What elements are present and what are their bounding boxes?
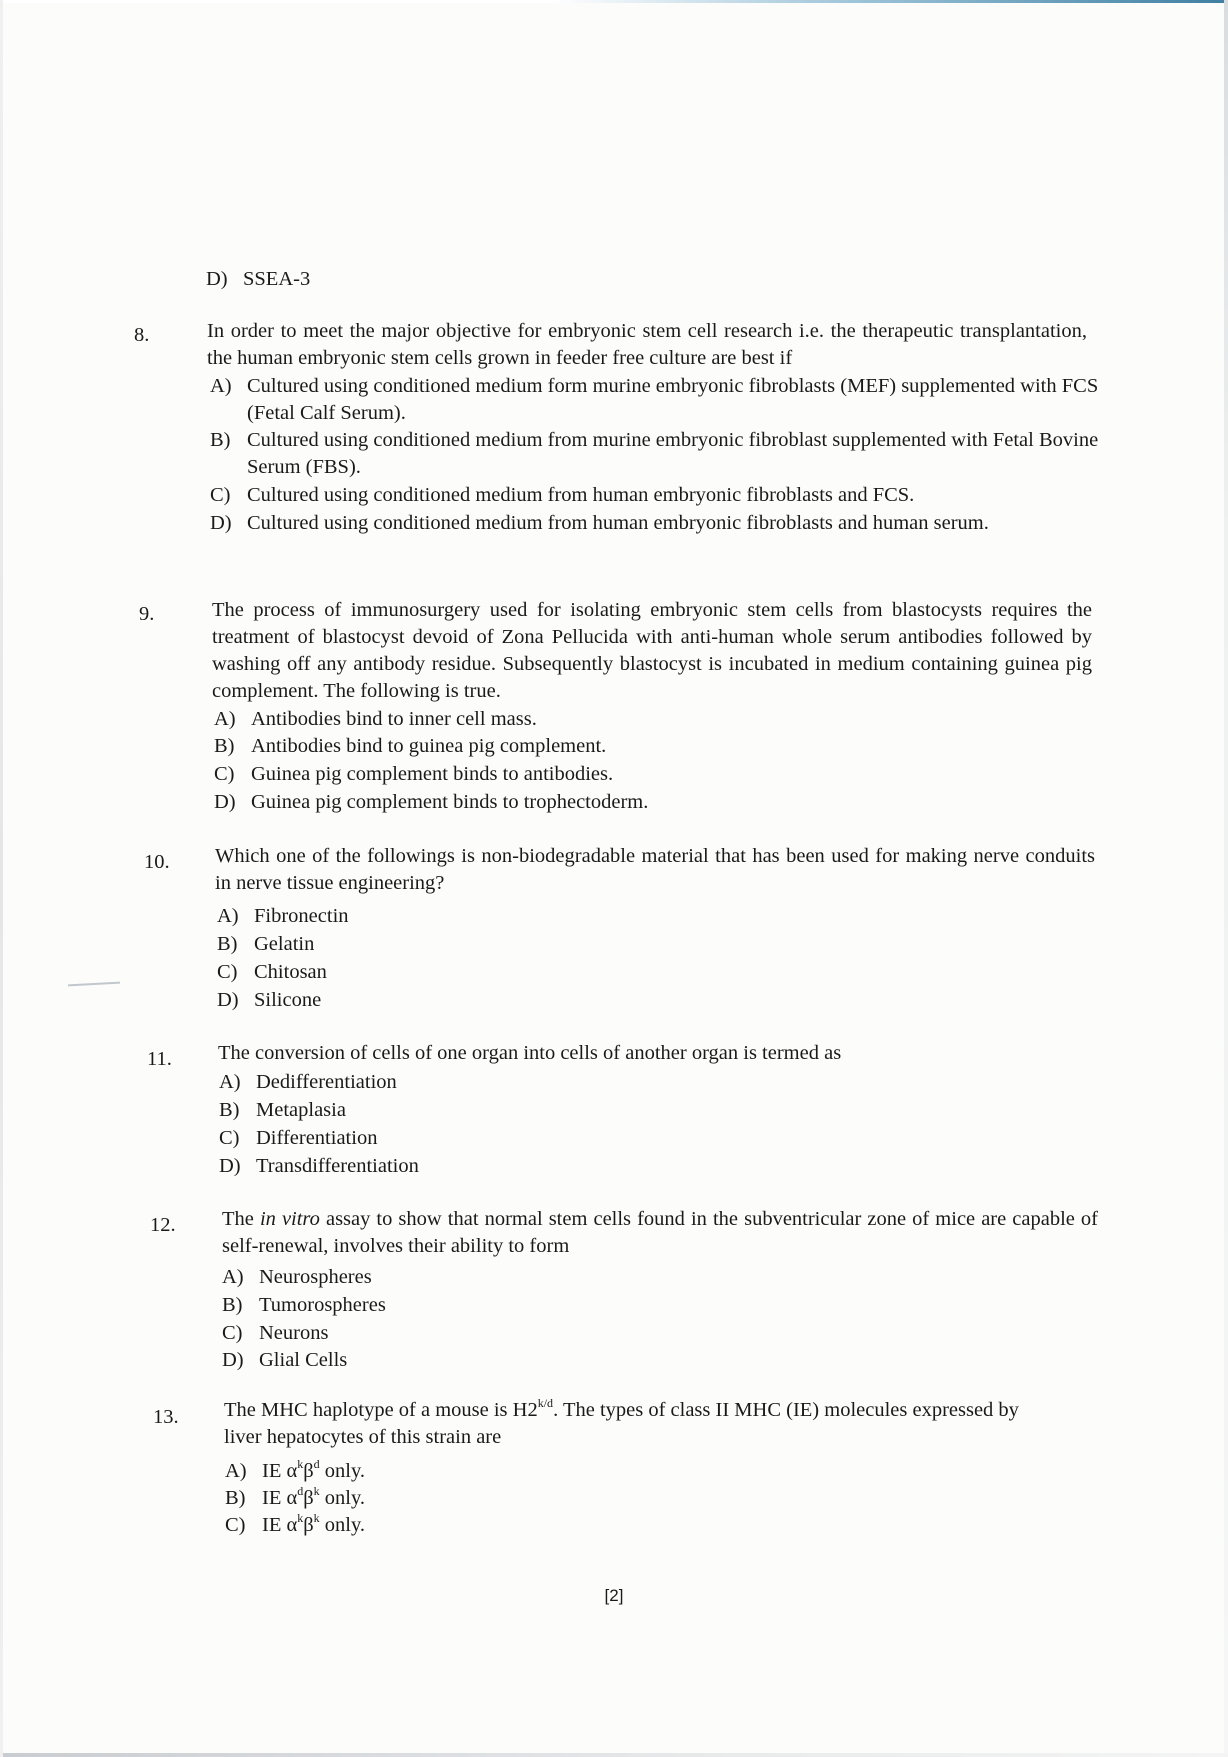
stem-suffix: assay to show that normal stem cells found in the subventricular zone of mice are capable of self-renewal, involves their ability to form xyxy=(222,1208,1099,1257)
option-letter: B) xyxy=(222,1294,243,1316)
option-letter: C) xyxy=(210,484,231,506)
option-text: Guinea pig complement binds to antibodies. xyxy=(251,763,614,785)
option-text: Glial Cells xyxy=(259,1349,348,1371)
question-option xyxy=(225,1458,365,1485)
stem-italic: in vitro xyxy=(259,1208,320,1230)
option-letter: A) xyxy=(217,905,239,927)
option-text: Transdifferentiation xyxy=(256,1155,419,1177)
option-letter: D) xyxy=(214,791,236,813)
question-number: 12. xyxy=(150,1214,176,1236)
question-option xyxy=(210,482,1127,509)
option-letter: C) xyxy=(222,1322,243,1344)
option-text: Neurons xyxy=(259,1322,329,1344)
option-text: Antibodies bind to inner cell mass. xyxy=(251,708,537,730)
option-letter: A) xyxy=(222,1266,244,1288)
question-option xyxy=(210,510,1117,537)
option-pre: IE α xyxy=(262,1460,298,1482)
option-sup-alpha: k xyxy=(297,1457,304,1471)
option-text: Tumorospheres xyxy=(259,1294,386,1316)
option-text: Metaplasia xyxy=(256,1099,346,1121)
option-beta: β xyxy=(303,1460,314,1482)
question-option xyxy=(219,1097,346,1124)
question-option xyxy=(210,427,1127,481)
option-letter: D) xyxy=(222,1349,244,1371)
stem-suffix: . The types of class II MHC (IE) molecules expressed by liver hepatocytes of this strain are xyxy=(224,1399,1019,1448)
option-letter: B) xyxy=(217,933,238,955)
question-option xyxy=(217,903,349,930)
option-text: SSEA-3 xyxy=(243,268,311,290)
option-letter: A) xyxy=(210,375,232,397)
option-text: Dedifferentiation xyxy=(256,1071,397,1093)
option-pre: IE α xyxy=(262,1487,298,1509)
option-letter: D) xyxy=(219,1155,241,1177)
option-sup-beta: d xyxy=(313,1457,320,1471)
option-text: Chitosan xyxy=(254,961,327,983)
question-option xyxy=(225,1512,365,1539)
question-option xyxy=(225,1485,365,1512)
question-stem: Which one of the followings is non-biodegradable material that has been used for making nerve conduits in nerve tissue engineering? xyxy=(215,845,1095,894)
stem-superscript: k/d xyxy=(537,1396,554,1410)
option-beta: β xyxy=(303,1514,314,1536)
question-stem: The conversion of cells of one organ into cells of another organ is termed as xyxy=(218,1042,842,1064)
option-letter: B) xyxy=(214,735,235,757)
stem-prefix: The xyxy=(222,1208,260,1230)
prev-question-option-d xyxy=(206,266,310,293)
option-text: Cultured using conditioned medium from murine embryonic fibroblast supplemented with Fetal Bovine Serum (FBS). xyxy=(247,429,1099,478)
option-text: Cultured using conditioned medium form murine embryonic fibroblasts (MEF) supplemented with FCS (Fetal Calf Serum). xyxy=(247,375,1099,424)
option-letter: B) xyxy=(225,1487,246,1509)
option-sup-alpha: k xyxy=(297,1511,304,1525)
question-option xyxy=(214,789,648,816)
option-text: Fibronectin xyxy=(254,905,349,927)
question-option xyxy=(214,761,613,788)
question-option xyxy=(217,959,327,986)
option-text: Guinea pig complement binds to trophectoderm. xyxy=(251,791,649,813)
question-option xyxy=(219,1069,397,1096)
scan-edge-bottom xyxy=(0,1753,1228,1757)
question-option xyxy=(217,987,321,1014)
question-option xyxy=(222,1264,372,1291)
option-post: only. xyxy=(319,1460,366,1482)
question-option xyxy=(214,706,537,733)
question-option xyxy=(222,1320,328,1347)
question-option xyxy=(214,733,606,760)
question-option xyxy=(210,373,1117,427)
option-letter: B) xyxy=(219,1099,240,1121)
option-letter: C) xyxy=(217,961,238,983)
option-letter: C) xyxy=(214,763,235,785)
option-text: Gelatin xyxy=(254,933,315,955)
question-option xyxy=(217,931,314,958)
pencil-mark xyxy=(68,982,120,987)
option-sup-beta: k xyxy=(313,1511,320,1525)
option-letter: C) xyxy=(225,1514,246,1536)
question-stem xyxy=(222,1206,1098,1260)
option-letter: C) xyxy=(219,1127,240,1149)
option-text: Differentiation xyxy=(256,1127,378,1149)
option-text: Silicone xyxy=(254,989,322,1011)
page-number: [2] xyxy=(604,1586,624,1605)
question-number: 11. xyxy=(147,1048,172,1070)
scan-edge-right xyxy=(1224,0,1228,1757)
option-letter: D) xyxy=(210,512,232,534)
question-stem xyxy=(224,1397,1044,1451)
option-sup-beta: k xyxy=(313,1484,320,1498)
question-stem: The process of immunosurgery used for isolating embryonic stem cells from blastocysts requires the treatment of blastocyst devoid of Zona Pellucida with anti-human whole serum antibodies followed by washing off any antibody residue. Subsequently blastocyst is incubated in medium containing guinea pig complement. The following is true. xyxy=(212,599,1092,702)
stem-prefix: The MHC haplotype of a mouse is H2 xyxy=(224,1399,538,1421)
question-number: 8. xyxy=(134,324,150,346)
option-sup-alpha: d xyxy=(297,1484,304,1498)
question-number: 13. xyxy=(153,1406,179,1428)
question-option xyxy=(222,1347,347,1374)
option-beta: β xyxy=(303,1487,314,1509)
option-letter: A) xyxy=(214,708,236,730)
option-text: Antibodies bind to guinea pig complement. xyxy=(251,735,607,757)
option-text: Neurospheres xyxy=(259,1266,372,1288)
question-stem: In order to meet the major objective for embryonic stem cell research i.e. the therapeutic transplantation, the human embryonic stem cells grown in feeder free culture are best if xyxy=(207,320,1087,369)
question-option xyxy=(219,1125,377,1152)
option-letter: B) xyxy=(210,429,231,451)
option-letter: A) xyxy=(219,1071,241,1093)
option-post: only. xyxy=(319,1514,366,1536)
question-option xyxy=(222,1292,386,1319)
option-letter: D) xyxy=(206,268,228,290)
option-pre: IE α xyxy=(262,1514,298,1536)
option-text: Cultured using conditioned medium from human embryonic fibroblasts and human serum. xyxy=(247,512,989,534)
option-letter: A) xyxy=(225,1460,247,1482)
option-letter: D) xyxy=(217,989,239,1011)
scan-edge-left xyxy=(0,0,3,1757)
scan-edge-top xyxy=(0,0,1228,3)
question-number: 10. xyxy=(144,851,170,873)
option-post: only. xyxy=(319,1487,366,1509)
question-option xyxy=(219,1153,419,1180)
question-number: 9. xyxy=(139,603,155,625)
option-text: Cultured using conditioned medium from human embryonic fibroblasts and FCS. xyxy=(247,484,915,506)
